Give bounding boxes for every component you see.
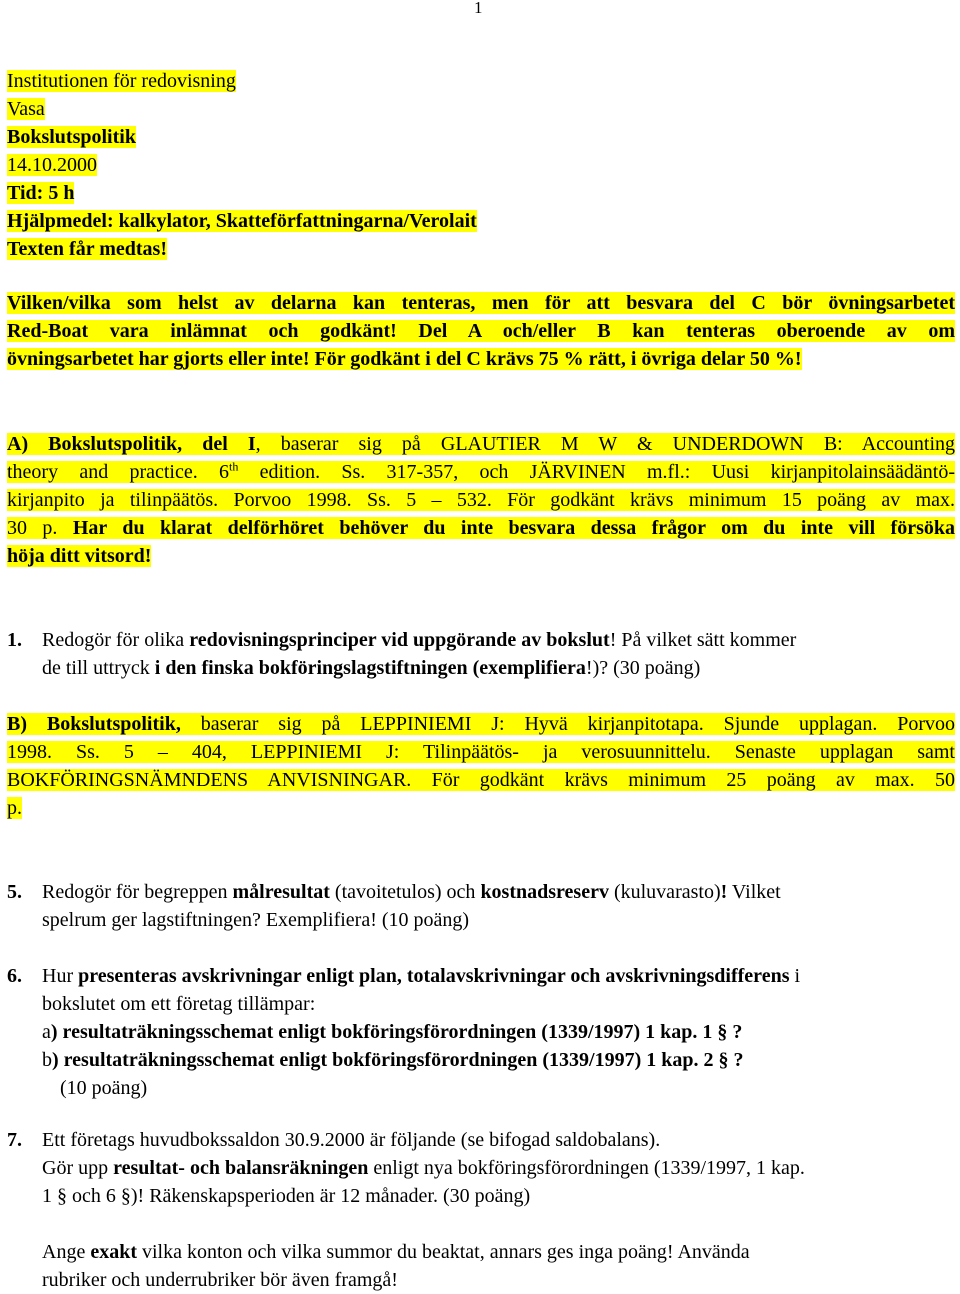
part-a-line-5: höja ditt vitsord! — [7, 545, 152, 567]
question-5-text-c: (kuluvarasto) — [608, 881, 721, 903]
question-1-text-d: !)? (30 poäng) — [585, 657, 701, 679]
question-6-option-b-label: b — [42, 1049, 52, 1071]
question-5-bold-b: kostnadsreserv — [480, 881, 609, 903]
instructions-line-2: Red-Boat vara inlämnat och godkänt! Del A och/eller B kan tenteras oberoende av om — [7, 320, 955, 342]
question-7-number: 7. — [7, 1129, 22, 1151]
institution: Institutionen för redovisning — [7, 70, 236, 92]
question-1-text-a: Redogör för olika — [42, 629, 190, 651]
question-7 — [0, 1126, 960, 1291]
question-6-text-a: Hur — [42, 965, 79, 987]
part-b-section — [7, 710, 955, 822]
question-6-text-c: bokslutet om ett företag tillämpar: — [42, 993, 316, 1015]
question-5 — [0, 878, 960, 934]
part-b-line-1: baserar sig på LEPPINIEMI J: Hyvä kirjanpitotapa. Sjunde upplagan. Porvoo — [180, 713, 955, 735]
question-5-text-b: (tavoitetulos) och — [329, 881, 481, 903]
question-7-text-c: enligt nya bokföringsförordningen (1339/1997, 1 kap. — [368, 1157, 805, 1179]
question-5-text-a: Redogör för begreppen — [42, 881, 233, 903]
question-5-text-d: Vilket — [727, 881, 781, 903]
part-a-line-4a: 30 p. — [7, 517, 73, 539]
question-6-text-b: i — [789, 965, 801, 987]
question-1-bold-a: redovisningsprinciper vid uppgörande av bokslut — [189, 629, 610, 651]
city: Vasa — [7, 98, 45, 120]
question-1-text-c: de till uttryck — [42, 657, 155, 679]
question-5-text-e: spelrum ger lagstiftningen? Exemplifiera! (10 poäng) — [42, 909, 470, 931]
question-7-text-d: 1 § och 6 §)! Räkenskapsperioden är 12 månader. (30 poäng) — [42, 1185, 531, 1207]
part-b-line-4: p. — [7, 797, 22, 819]
part-a-line-1: , baserar sig på GLAUTIER M W & UNDERDOWN B: Accounting — [255, 433, 956, 455]
part-a-line-3: kirjanpito ja tilinpäätös. Porvoo 1998. Ss. 5 – 532. För godkänt krävs minimum 15 poäng av max. — [7, 489, 955, 511]
part-a-section — [7, 430, 955, 570]
part-b-line-2: 1998. Ss. 5 – 404, LEPPINIEMI J: Tilinpäätös- ja verosuunnittelu. Senaste upplagan samt — [7, 741, 955, 763]
exam-header — [7, 67, 955, 263]
question-1-bold-b: i den finska bokföringslagstiftningen (exemplifiera — [154, 657, 586, 679]
question-6-option-b: ) resultaträkningsschemat enligt bokföringsförordningen (1339/1997) 1 kap. 2 § ? — [52, 1049, 744, 1071]
instructions-line-1: Vilken/vilka som helst av delarna kan tenteras, men för att besvara del C bör övningsarbetet — [7, 292, 955, 314]
exam-aids: Hjälpmedel: kalkylator, Skatteförfattningarna/Verolait — [7, 210, 477, 232]
question-7-text-a: Ett företags huvudbokssaldon 30.9.2000 är följande (se bifogad saldobalans). — [42, 1129, 661, 1151]
question-5-bold-a: målresultat — [232, 881, 330, 903]
question-7-text-b: Gör upp — [42, 1157, 114, 1179]
part-b-title: B) Bokslutspolitik, — [7, 713, 181, 735]
part-a-line-4b: Har du klarat delförhöret behöver du inte besvara dessa frågor om du inte vill försöka — [72, 517, 955, 539]
question-1 — [0, 626, 960, 682]
question-6-points: (10 poäng) — [60, 1077, 148, 1099]
exam-time: Tid: 5 h — [7, 182, 75, 204]
question-7-bold-a: resultat- och balansräkningen — [113, 1157, 369, 1179]
course-title: Bokslutspolitik — [7, 126, 136, 148]
part-a-sup: th — [229, 459, 239, 474]
question-6-bold-a: presenteras avskrivningar enligt plan, totalavskrivningar och avskrivningsdifferens — [78, 965, 790, 987]
part-a-title: A) Bokslutspolitik, del I — [7, 433, 256, 455]
instructions-line-3: övningsarbetet har gjorts eller inte! För godkänt i del C krävs 75 % rätt, i övriga delar 50 %! — [7, 348, 802, 370]
question-6-number: 6. — [7, 965, 22, 987]
question-7-text-f: vilka konton och vilka summor du beaktat, annars ges inga poäng! Använda — [137, 1241, 750, 1263]
question-7-text-e: Ange — [42, 1241, 91, 1263]
question-6 — [0, 962, 960, 1102]
question-6-option-a: ) resultaträkningsschemat enligt bokföringsförordningen (1339/1997) 1 kap. 1 § ? — [50, 1021, 743, 1043]
exam-date: 14.10.2000 — [7, 154, 97, 176]
question-7-text-g: rubriker och underrubriker bör även framgå! — [42, 1269, 398, 1291]
question-5-bold-c: ! — [720, 881, 728, 903]
text-note: Texten får medtas! — [7, 238, 167, 260]
part-b-line-3: BOKFÖRINGSNÄMNDENS ANVISNINGAR. För godkänt krävs minimum 25 poäng av max. 50 — [7, 769, 955, 791]
page-number: 1 — [474, 0, 483, 17]
part-a-line-2b: edition. Ss. 317-357, och JÄRVINEN m.fl.: Uusi kirjanpitolainsäädäntö- — [238, 461, 955, 483]
question-1-text-b: ! På vilket sätt kommer — [609, 629, 797, 651]
question-7-bold-b: exakt — [90, 1241, 137, 1263]
instructions — [7, 289, 955, 373]
question-1-number: 1. — [7, 629, 22, 651]
question-5-number: 5. — [7, 881, 22, 903]
part-a-line-2a: theory and practice. 6 — [7, 461, 229, 483]
question-6-option-a-label: a — [42, 1021, 51, 1043]
